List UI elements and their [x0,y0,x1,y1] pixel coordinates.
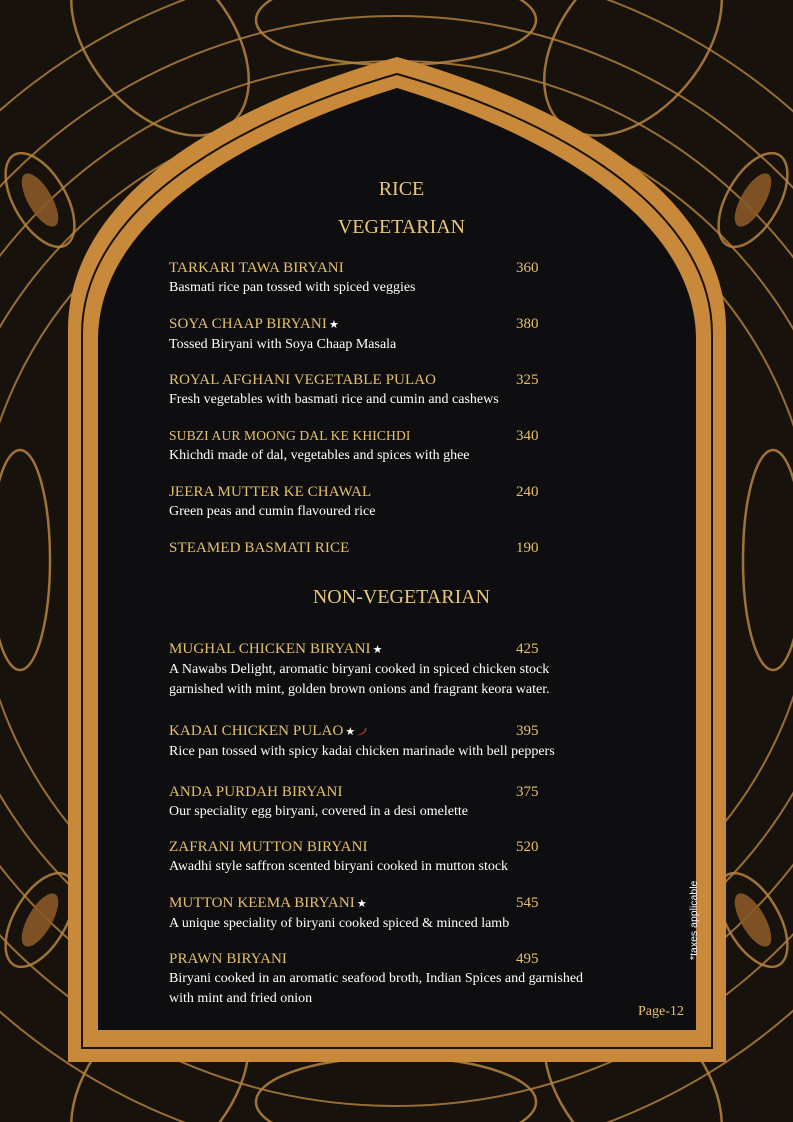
item-name: MUTTON KEEMA BIRYANI [169,895,355,911]
item-price: 360 [516,260,539,276]
item-name-row [169,721,629,742]
menu-item [169,258,629,298]
item-description-line2: with mint and fried onion [169,991,313,1006]
menu-item [169,482,629,522]
item-description: Green peas and cumin flavoured rice [169,504,376,519]
item-name-row [169,639,629,660]
item-description: A Nawabs Delight, aromatic biryani cooked in spiced chicken stock [169,662,550,677]
item-description: A unique speciality of biryani cooked spiced & minced lamb [169,916,510,931]
menu-item [169,314,629,355]
item-name: PRAWN BIRYANI [169,951,288,967]
item-price: 425 [516,641,539,657]
menu-item [169,639,629,700]
page-title: RICE [378,178,425,200]
item-description: Rice pan tossed with spicy kadai chicken marinade with bell peppers [169,744,555,759]
item-price: 325 [516,372,539,388]
item-description-line2: garnished with mint, golden brown onions and fragrant keora water. [169,682,550,697]
menu-item [169,721,629,762]
star-icon: ★ [328,319,339,331]
item-name: STEAMED BASMATI RICE [169,540,350,556]
item-name: KADAI CHICKEN PULAO [169,723,344,739]
star-icon: ★ [372,644,383,656]
item-name: TARKARI TAWA BIRYANI [169,260,344,276]
menu-item [169,782,629,822]
star-icon: ★ [356,898,367,910]
taxes-note: *taxes applicable [688,880,700,960]
item-name-row [169,314,629,335]
item-name: ROYAL AFGHANI VEGETABLE PULAO [169,372,437,388]
menu-item [169,949,629,1009]
item-name: JEERA MUTTER KE CHAWAL [169,484,372,500]
item-price: 190 [516,540,539,556]
item-description: Basmati rice pan tossed with spiced veggies [169,280,416,295]
item-price: 495 [516,951,539,967]
star-icon: ★ [345,726,356,738]
item-description: Fresh vegetables with basmati rice and cumin and cashews [169,392,499,407]
menu-item [169,538,629,558]
item-price: 380 [516,316,539,332]
menu-item [169,426,629,466]
page-number: Page-12 [638,1004,684,1019]
item-name-row [169,893,629,914]
item-name: ANDA PURDAH BIRYANI [169,784,343,800]
item-price: 395 [516,723,539,739]
item-description: Awadhi style saffron scented biryani cooked in mutton stock [169,859,509,874]
item-description: Tossed Biryani with Soya Chaap Masala [169,337,397,352]
item-price: 340 [516,428,539,444]
item-price: 520 [516,839,539,855]
item-description: Our speciality egg biryani, covered in a desi omelette [169,804,468,819]
item-name: MUGHAL CHICKEN BIRYANI [169,641,371,657]
item-name: SUBZI AUR MOONG DAL KE KHICHDI [169,428,411,443]
section-title-vegetarian: VEGETARIAN [337,216,466,238]
item-description: Biryani cooked in an aromatic seafood broth, Indian Spices and garnished [169,971,584,986]
menu-item [169,370,629,410]
item-name: SOYA CHAAP BIRYANI [169,316,327,332]
item-price: 375 [516,784,539,800]
menu-item [169,893,629,934]
item-description: Khichdi made of dal, vegetables and spices with ghee [169,448,470,463]
section-title-non-vegetarian: NON-VEGETARIAN [312,586,491,608]
item-price: 240 [516,484,539,500]
chili-icon [355,728,367,736]
item-name: ZAFRANI MUTTON BIRYANI [169,839,368,855]
item-price: 545 [516,895,539,911]
menu-item [169,837,629,877]
